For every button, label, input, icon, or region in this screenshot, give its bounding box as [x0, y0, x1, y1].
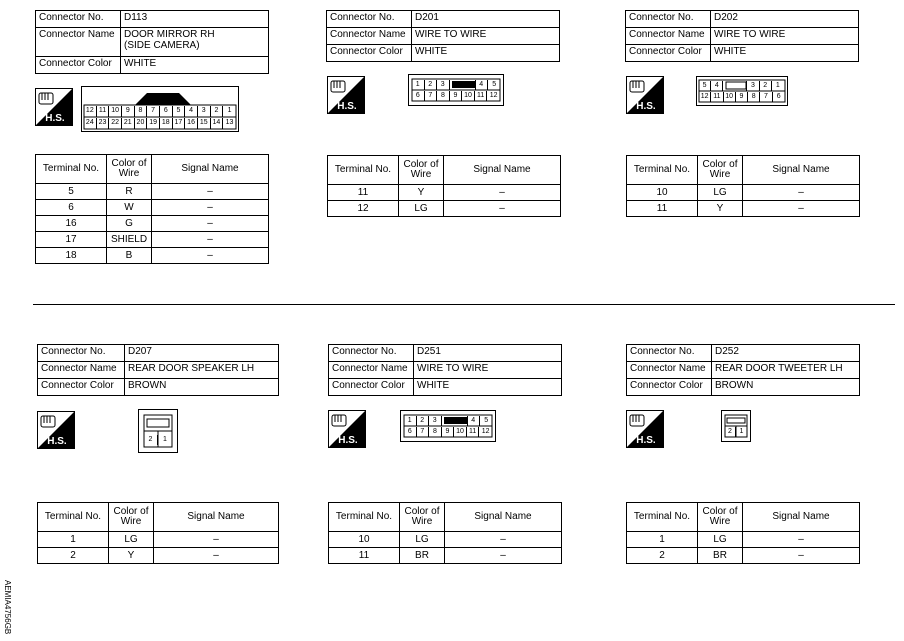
table-row	[36, 216, 269, 232]
hand-icon	[630, 81, 644, 92]
connector-no-label: Connector No.	[329, 345, 414, 362]
connector-no-value: D252	[712, 345, 860, 362]
wire-color-header: Color of Wire	[698, 156, 743, 185]
cell-wire: R	[107, 184, 152, 200]
connector-color-label: Connector Color	[38, 379, 125, 396]
cell-terminal: 2	[38, 548, 109, 564]
pin-label: 3	[429, 416, 442, 426]
cell-wire: Y	[698, 201, 743, 217]
terminal-table-d202	[626, 155, 860, 217]
connector-face-d201	[408, 74, 504, 111]
table-row	[36, 184, 269, 200]
connector-color-label: Connector Color	[627, 379, 712, 396]
cell-signal: –	[152, 232, 269, 248]
pin-label: 11	[711, 92, 723, 102]
figure-code: AEMIA4756GB	[3, 580, 12, 635]
connector-color-value: WHITE	[414, 379, 562, 396]
pin-label: 16	[185, 118, 198, 129]
connector-face-d251	[400, 410, 496, 447]
pin-label: 12	[84, 106, 97, 117]
connector-color-value: BROWN	[125, 379, 279, 396]
connector-no-label: Connector No.	[38, 345, 125, 362]
table-row	[627, 185, 860, 201]
table-row	[627, 201, 860, 217]
pin-label: 11	[97, 106, 110, 117]
connector-color-value: WHITE	[412, 45, 560, 62]
pin-label: 10	[462, 91, 475, 101]
cell-signal: –	[152, 184, 269, 200]
pin-label: 19	[147, 118, 160, 129]
cell-terminal: 17	[36, 232, 107, 248]
pin-label: 8	[748, 92, 760, 102]
connector-face-d252	[721, 410, 751, 447]
connector-color-value: WHITE	[121, 57, 269, 74]
connector-name-label: Connector Name	[329, 362, 414, 379]
svg-text:H.S.: H.S.	[338, 435, 358, 446]
hs-label: H.S.	[45, 113, 65, 124]
pin-label: 1	[163, 435, 167, 443]
cell-terminal: 11	[329, 548, 400, 564]
connector-no-label: Connector No.	[626, 11, 711, 28]
pin-label: 4	[185, 106, 198, 117]
cell-wire: SHIELD	[107, 232, 152, 248]
table-row	[36, 232, 269, 248]
terminal-table-d201	[327, 155, 561, 217]
pin-label: 5	[699, 81, 711, 91]
signal-name-header: Signal Name	[743, 156, 860, 185]
cell-wire: B	[107, 248, 152, 264]
connector-no-value: D113	[121, 11, 269, 28]
cell-wire: Y	[399, 185, 444, 201]
pin-label: 6	[776, 93, 781, 100]
hand-icon	[41, 416, 55, 427]
signal-name-header: Signal Name	[154, 503, 279, 532]
connector-name-label: Connector Name	[626, 28, 711, 45]
terminal-no-header: Terminal No.	[328, 156, 399, 185]
terminal-no-header: Terminal No.	[36, 155, 107, 184]
cell-signal: –	[445, 532, 562, 548]
terminal-no-header: Terminal No.	[627, 156, 698, 185]
connector-color-label: Connector Color	[329, 379, 414, 396]
cell-signal: –	[152, 200, 269, 216]
table-row	[38, 532, 279, 548]
pin-label: 21	[122, 118, 135, 129]
pin-label: 11	[475, 91, 488, 101]
pin-label: 2	[425, 80, 438, 90]
pin-label: 12	[489, 92, 498, 99]
table-row	[38, 548, 279, 564]
pin-label: 2	[211, 106, 224, 117]
connector-name-value-line2: (SIDE CAMERA)	[124, 40, 200, 51]
pin-label: 18	[160, 118, 173, 129]
connector-face-d113	[81, 86, 239, 137]
connector-name-label: Connector Name	[36, 28, 121, 57]
pin-label: 10	[109, 106, 122, 117]
cell-wire: Y	[109, 548, 154, 564]
connector-name-value: WIRE TO WIRE	[412, 28, 560, 45]
connector-info-table	[625, 10, 859, 62]
pin-label: 23	[97, 118, 110, 129]
terminal-table-d252	[626, 502, 860, 564]
cell-terminal: 16	[36, 216, 107, 232]
connector-d251	[328, 344, 562, 396]
pin-label: 7	[417, 427, 430, 437]
connector-color-label: Connector Color	[36, 57, 121, 74]
table-row	[627, 548, 860, 564]
connector-color-label: Connector Color	[626, 45, 711, 62]
pin-label: 11	[467, 427, 480, 437]
terminal-table-d251	[328, 502, 562, 564]
cell-signal: –	[444, 185, 561, 201]
hs-icon	[626, 410, 664, 448]
pin-label: 3	[747, 81, 759, 91]
signal-name-header: Signal Name	[444, 156, 561, 185]
cell-signal: –	[154, 548, 279, 564]
svg-text:H.S.: H.S.	[337, 101, 357, 112]
pin-label: 24	[84, 118, 97, 129]
pin-label: 4	[476, 80, 489, 90]
cell-wire: W	[107, 200, 152, 216]
svg-text:H.S.: H.S.	[636, 435, 656, 446]
table-row	[329, 532, 562, 548]
connector-no-label: Connector No.	[327, 11, 412, 28]
pin-label: 5	[484, 417, 489, 424]
connector-face-outline	[400, 410, 496, 442]
cell-signal: –	[445, 548, 562, 564]
hs-icon	[37, 411, 75, 449]
connector-d202	[625, 10, 859, 62]
terminal-table-d113	[35, 154, 269, 264]
cell-signal: –	[154, 532, 279, 548]
cell-terminal: 1	[627, 532, 698, 548]
signal-name-header: Signal Name	[152, 155, 269, 184]
cell-wire: LG	[399, 201, 444, 217]
wire-color-header: Color of Wire	[109, 503, 154, 532]
terminal-no-header: Terminal No.	[38, 503, 109, 532]
connector-info-table	[326, 10, 560, 62]
connector-no-label: Connector No.	[627, 345, 712, 362]
signal-name-header: Signal Name	[743, 503, 860, 532]
pin-label: 12	[699, 92, 711, 102]
connector-info-table	[37, 344, 279, 396]
cell-terminal: 1	[38, 532, 109, 548]
pin-label: 8	[135, 106, 148, 117]
table-row	[329, 548, 562, 564]
pin-label: 20	[135, 118, 148, 129]
terminal-table-d207	[37, 502, 279, 564]
cell-terminal: 18	[36, 248, 107, 264]
pin-label: 8	[429, 427, 442, 437]
pin-label: 17	[173, 118, 186, 129]
pin-label: 10	[454, 427, 467, 437]
cell-wire: BR	[400, 548, 445, 564]
connector-name-value: DOOR MIRROR RH	[124, 29, 215, 40]
hand-icon	[39, 93, 53, 104]
hs-icon	[626, 76, 664, 114]
wire-color-header: Color of Wire	[698, 503, 743, 532]
pin-label: 14	[211, 118, 224, 129]
pin-label: 6	[412, 91, 425, 101]
cell-terminal: 10	[627, 185, 698, 201]
pin-label: 1	[404, 416, 417, 426]
pin-label: 5	[492, 81, 497, 88]
hand-icon	[332, 415, 346, 426]
connector-name-label: Connector Name	[327, 28, 412, 45]
connector-info-table	[35, 10, 269, 74]
cell-terminal: 12	[328, 201, 399, 217]
hs-icon	[328, 410, 366, 448]
pin-label: 3	[437, 80, 450, 90]
cell-wire: LG	[698, 532, 743, 548]
cell-wire: BR	[698, 548, 743, 564]
cell-terminal: 5	[36, 184, 107, 200]
cell-signal: –	[743, 532, 860, 548]
cell-signal: –	[743, 185, 860, 201]
signal-name-header: Signal Name	[445, 503, 562, 532]
wire-color-header: Color of Wire	[399, 156, 444, 185]
connector-name-label: Connector Name	[38, 362, 125, 379]
connector-name-value: WIRE TO WIRE	[711, 28, 859, 45]
connector-color-value: BROWN	[712, 379, 860, 396]
connector-info-table	[328, 344, 562, 396]
pin-label: 7	[760, 92, 772, 102]
wire-color-header: Color of Wire	[400, 503, 445, 532]
pin-label: 5	[173, 106, 186, 117]
connector-no-value: D202	[711, 11, 859, 28]
svg-text:H.S.: H.S.	[47, 436, 67, 447]
connector-color-value: WHITE	[711, 45, 859, 62]
pin-label: 1	[412, 80, 425, 90]
connector-face-d202	[696, 76, 788, 111]
cell-terminal: 6	[36, 200, 107, 216]
cell-wire: LG	[400, 532, 445, 548]
terminal-no-header: Terminal No.	[627, 503, 698, 532]
cell-signal: –	[152, 216, 269, 232]
hs-icon	[35, 88, 73, 126]
pin-label: 3	[198, 106, 211, 117]
connector-no-value: D251	[414, 345, 562, 362]
hand-icon	[630, 415, 644, 426]
cell-terminal: 2	[627, 548, 698, 564]
cell-terminal: 11	[627, 201, 698, 217]
pin-label: 9	[736, 92, 748, 102]
table-row	[627, 532, 860, 548]
connector-no-value: D201	[412, 11, 560, 28]
connector-name-value: REAR DOOR SPEAKER LH	[125, 362, 279, 379]
table-row	[36, 200, 269, 216]
pin-label: 1	[739, 427, 744, 435]
connector-info-table	[626, 344, 860, 396]
connector-face-outline	[408, 74, 504, 106]
hand-icon	[331, 81, 345, 92]
connector-face-d207	[138, 409, 178, 458]
connector-color-label: Connector Color	[327, 45, 412, 62]
pin-label: 1	[775, 82, 780, 89]
cell-signal: –	[743, 548, 860, 564]
terminal-no-header: Terminal No.	[329, 503, 400, 532]
pin-label: 9	[442, 427, 455, 437]
pin-label: 2	[417, 416, 430, 426]
cell-wire: LG	[109, 532, 154, 548]
connector-name-label: Connector Name	[627, 362, 712, 379]
cell-wire: G	[107, 216, 152, 232]
pin-label: 22	[109, 118, 122, 129]
connector-d113	[35, 10, 269, 74]
connector-no-value: D207	[125, 345, 279, 362]
hs-icon	[327, 76, 365, 114]
connector-name-value: REAR DOOR TWEETER LH	[712, 362, 860, 379]
section-divider	[33, 304, 895, 305]
pin-label: 10	[724, 92, 736, 102]
svg-text:H.S.: H.S.	[636, 101, 656, 112]
table-row	[36, 248, 269, 264]
pin-label: 6	[160, 106, 173, 117]
pin-label: 7	[147, 106, 160, 117]
pin-label: 12	[481, 428, 490, 435]
pin-label: 2	[725, 427, 736, 437]
pin-label: 2	[760, 81, 772, 91]
pin-label: 4	[468, 416, 481, 426]
cell-signal: –	[444, 201, 561, 217]
pin-label: 9	[450, 91, 463, 101]
connector-no-label: Connector No.	[36, 11, 121, 28]
connector-d201	[326, 10, 560, 62]
connector-d252	[626, 344, 860, 396]
cell-terminal: 11	[328, 185, 399, 201]
pin-label: 9	[122, 106, 135, 117]
pin-label: 7	[425, 91, 438, 101]
pin-label: 15	[198, 118, 211, 129]
pin-label: 13	[225, 119, 234, 126]
connector-d207	[37, 344, 279, 396]
pin-label: 4	[711, 81, 723, 91]
pin-label: 6	[404, 427, 417, 437]
pin-label: 1	[227, 107, 232, 114]
pin-label: 8	[437, 91, 450, 101]
cell-signal: –	[152, 248, 269, 264]
table-row	[328, 201, 561, 217]
cell-signal: –	[743, 201, 860, 217]
connector-name-value: WIRE TO WIRE	[414, 362, 562, 379]
cell-terminal: 10	[329, 532, 400, 548]
wire-color-header: Color of Wire	[107, 155, 152, 184]
pin-label: 2	[144, 435, 158, 445]
table-row	[328, 185, 561, 201]
cell-wire: LG	[698, 185, 743, 201]
